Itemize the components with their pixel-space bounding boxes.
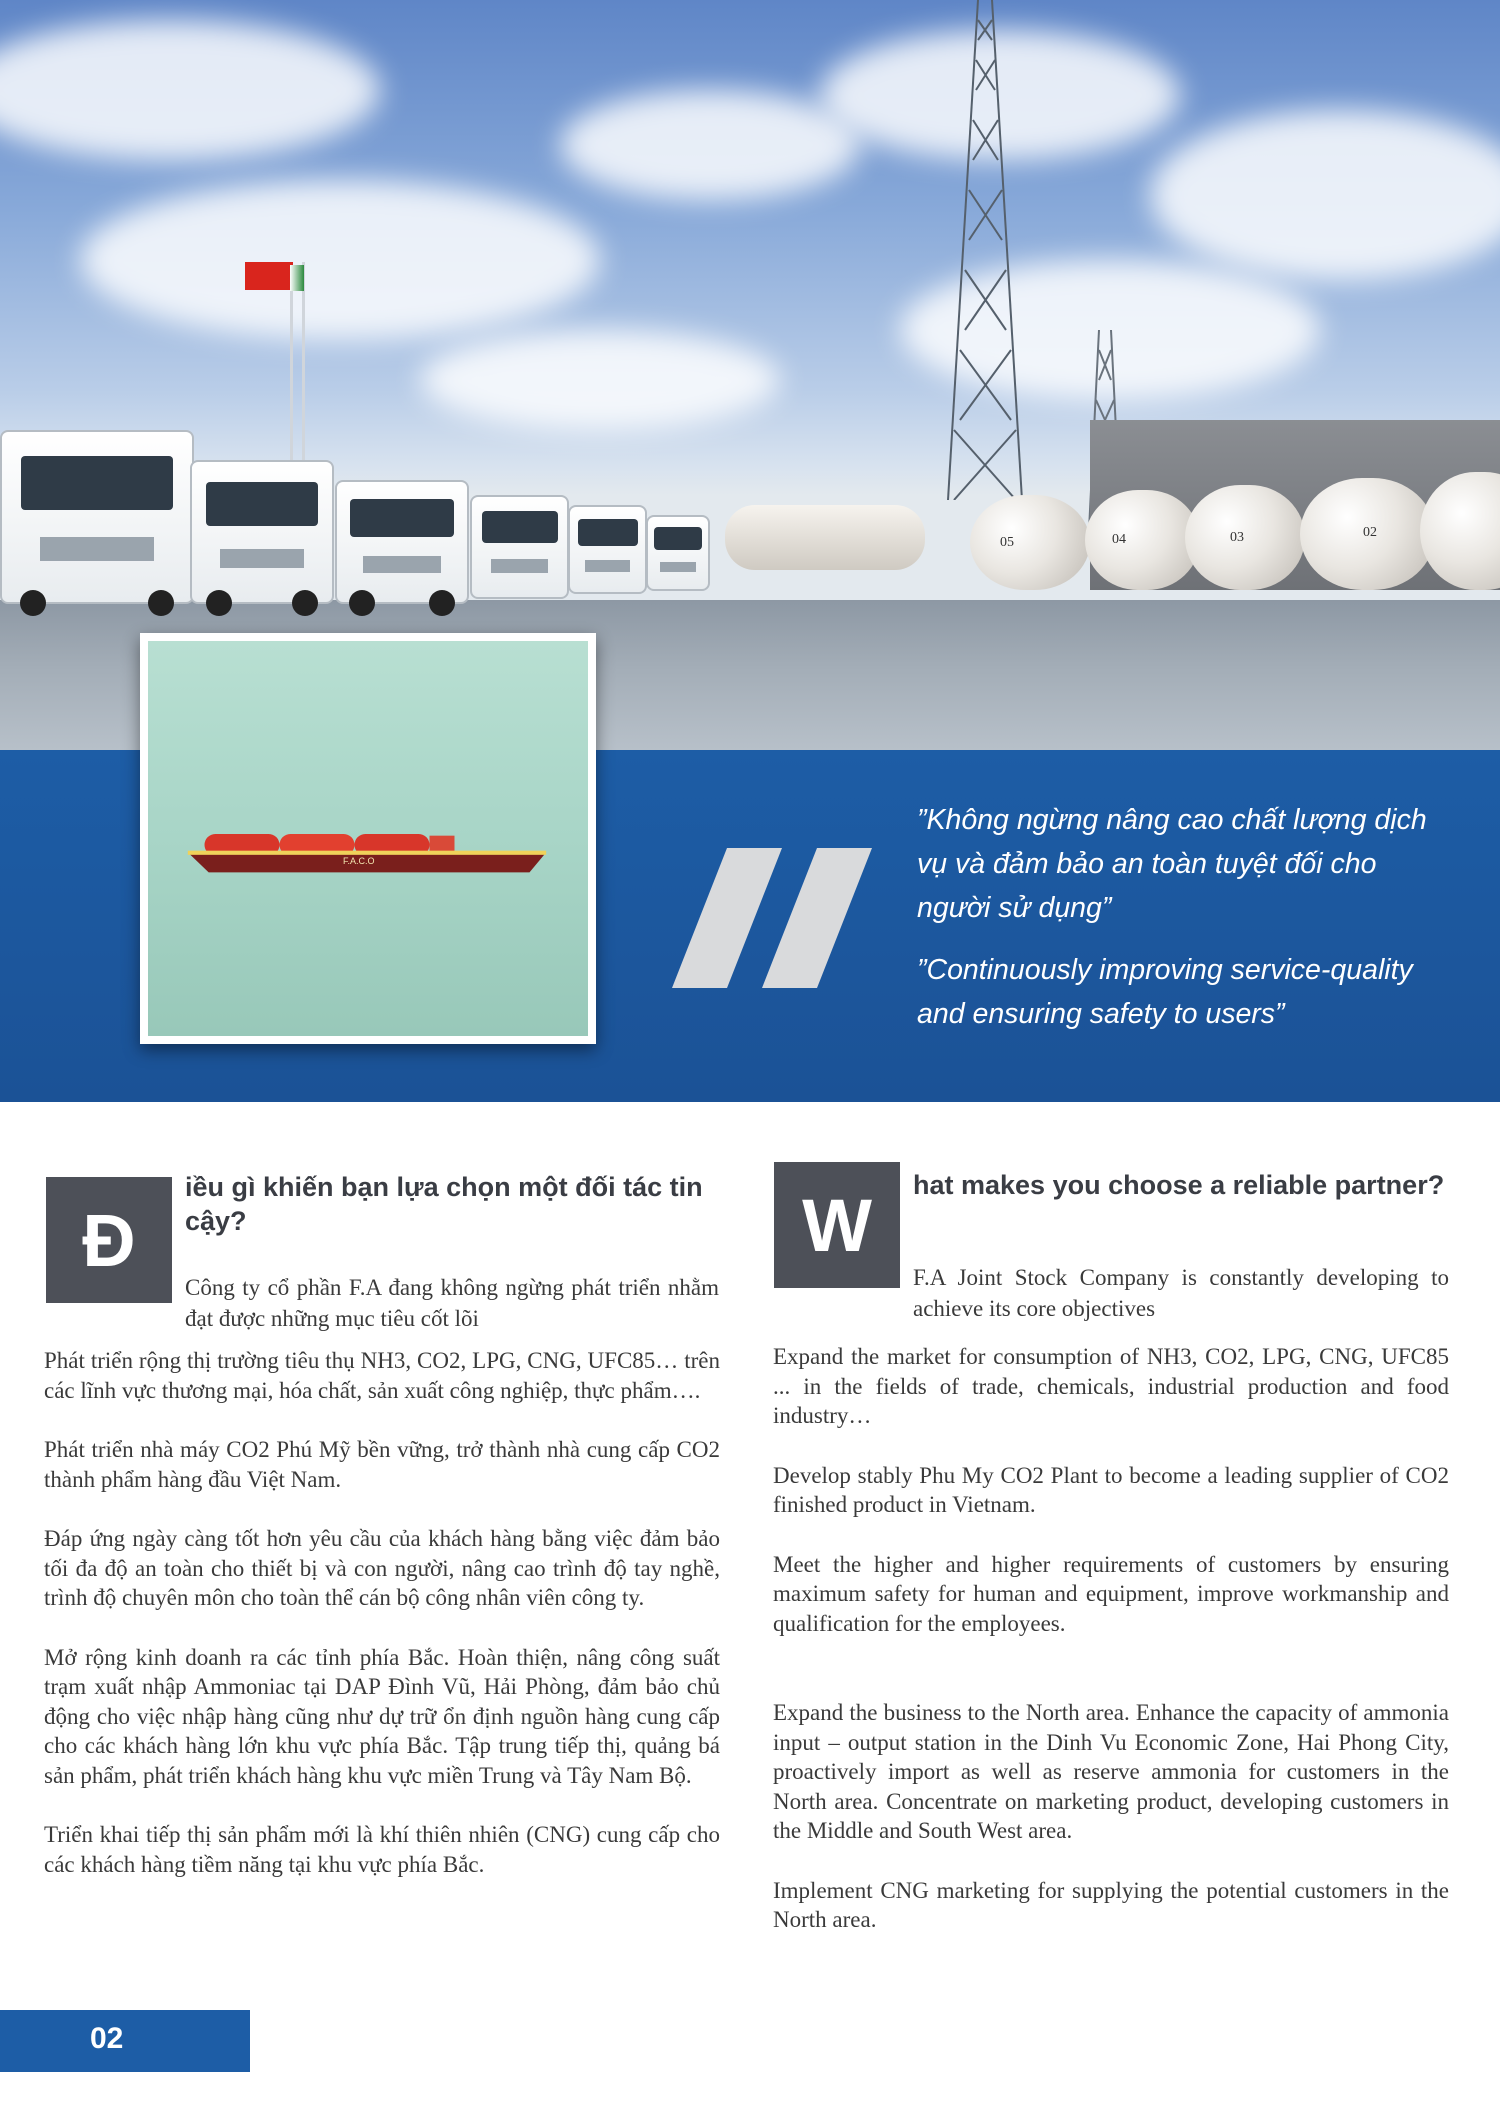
cloud bbox=[560, 90, 860, 200]
truck bbox=[0, 430, 194, 604]
lattice-tower-icon bbox=[940, 0, 1030, 500]
truck bbox=[335, 480, 469, 604]
ship-name-label: F.A.C.O bbox=[343, 856, 375, 866]
dropcap-english: W bbox=[774, 1162, 900, 1288]
body-english bbox=[773, 1342, 1449, 1935]
dropcap-vietnamese: Đ bbox=[46, 1177, 172, 1303]
page-number: 02 bbox=[90, 2022, 124, 2055]
quote-vietnamese: ”Không ngừng nâng cao chất lượng dịch vụ và đảm bảo an toàn tuyệt đối cho người sử dụng” bbox=[917, 804, 1427, 924]
truck-fleet bbox=[0, 400, 720, 630]
cloud bbox=[1150, 110, 1500, 280]
intro-vietnamese: Công ty cổ phần F.A đang không ngừng phát triển nhằm đạt được những mục tiêu cốt lõi bbox=[185, 1275, 719, 1331]
truck bbox=[646, 515, 710, 591]
truck bbox=[190, 460, 334, 604]
quote-slashes-icon bbox=[672, 848, 872, 988]
truck bbox=[470, 495, 569, 599]
paragraph: Đáp ứng ngày càng tốt hơn yêu cầu của khách hàng bằng việc đảm bảo tối đa độ an toàn cho thiết bị và con người, nâng cao trình độ tay nghề, trình độ chuyên môn cho toàn thể cán bộ công nhân viên công ty. bbox=[44, 1526, 720, 1610]
paragraph: Expand the market for consumption of NH3, CO2, LPG, CNG, UFC85 ... in the fields of trade, chemicals, industrial production and food industry… bbox=[773, 1344, 1449, 1428]
storage-tank bbox=[1085, 490, 1200, 590]
tank-number: 02 bbox=[1363, 525, 1377, 540]
heading-vietnamese: iều gì khiến bạn lựa chọn một đối tác tin cậy? bbox=[185, 1172, 703, 1236]
paragraph: Phát triển rộng thị trường tiêu thụ NH3, CO2, LPG, CNG, UFC85… trên các lĩnh vực thương mại, hóa chất, sản xuất công nghiệp, thực phẩm…. bbox=[44, 1348, 720, 1403]
vietnam-flag-icon bbox=[245, 262, 293, 290]
paragraph: Triển khai tiếp thị sản phẩm mới là khí thiên nhiên (CNG) cung cấp cho các khách hàng tiềm năng tại khu vực phía Bắc. bbox=[44, 1822, 720, 1877]
quote-english: ”Continuously improving service-quality and ensuring safety to users” bbox=[917, 954, 1413, 1030]
paragraph: Meet the higher and higher requirements of customers by ensuring maximum safety for human and equipment, improve workmanship and qualification for the employees. bbox=[773, 1551, 1449, 1636]
truck bbox=[568, 505, 647, 594]
intro-english: F.A Joint Stock Company is constantly developing to achieve its core objectives bbox=[913, 1265, 1449, 1321]
gas-carrier-ship-icon bbox=[152, 829, 582, 879]
body-vietnamese bbox=[44, 1346, 720, 1879]
paragraph: Implement CNG marketing for supplying the potential customers in the North area. bbox=[773, 1877, 1449, 1932]
page-number-bar bbox=[0, 2010, 250, 2072]
tank-number: 04 bbox=[1112, 532, 1126, 547]
cloud bbox=[80, 180, 600, 340]
tank-number: 05 bbox=[1000, 535, 1014, 550]
paragraph: Develop stably Phu My CO2 Plant to become a leading supplier of CO2 finished product in Vietnam. bbox=[773, 1462, 1449, 1517]
heading-english: hat makes you choose a reliable partner? bbox=[913, 1170, 1445, 1200]
paragraph: Mở rộng kinh doanh ra các tỉnh phía Bắc. Hoàn thiện, nâng công suất trạm xuất nhập Ammoniac tại DAP Đình Vũ, Hải Phòng, đảm bảo chủ động cho việc nhập hàng cũng như dự trữ ổn định nguồn hàng cung cấp cho các khách hàng lớn khu vực phía Bắc. Tập trung tiếp thị, quảng bá sản phẩm, phát triển khách hàng khu vực miền Trung và Tây Nam Bộ. bbox=[44, 1644, 720, 1788]
storage-tank bbox=[1185, 485, 1305, 590]
tanker-truck bbox=[725, 505, 925, 570]
paragraph: Phát triển nhà máy CO2 Phú Mỹ bền vững, trở thành nhà cung cấp CO2 thành phẩm hàng đầu Việt Nam. bbox=[44, 1437, 720, 1492]
cloud bbox=[0, 20, 380, 160]
paragraph: Expand the business to the North area. Enhance the capacity of ammonia input – output station in the Dinh Vu Economic Zone, Hai Phong City, proactively import as well as reserve ammonia for customers in the North area. Concentrate on marketing product, developing customers in the Middle and South West area. bbox=[773, 1700, 1449, 1843]
company-flag-icon bbox=[290, 265, 304, 291]
storage-tank bbox=[970, 495, 1090, 590]
ship-photo bbox=[140, 633, 596, 1044]
tank-number: 03 bbox=[1230, 530, 1244, 545]
